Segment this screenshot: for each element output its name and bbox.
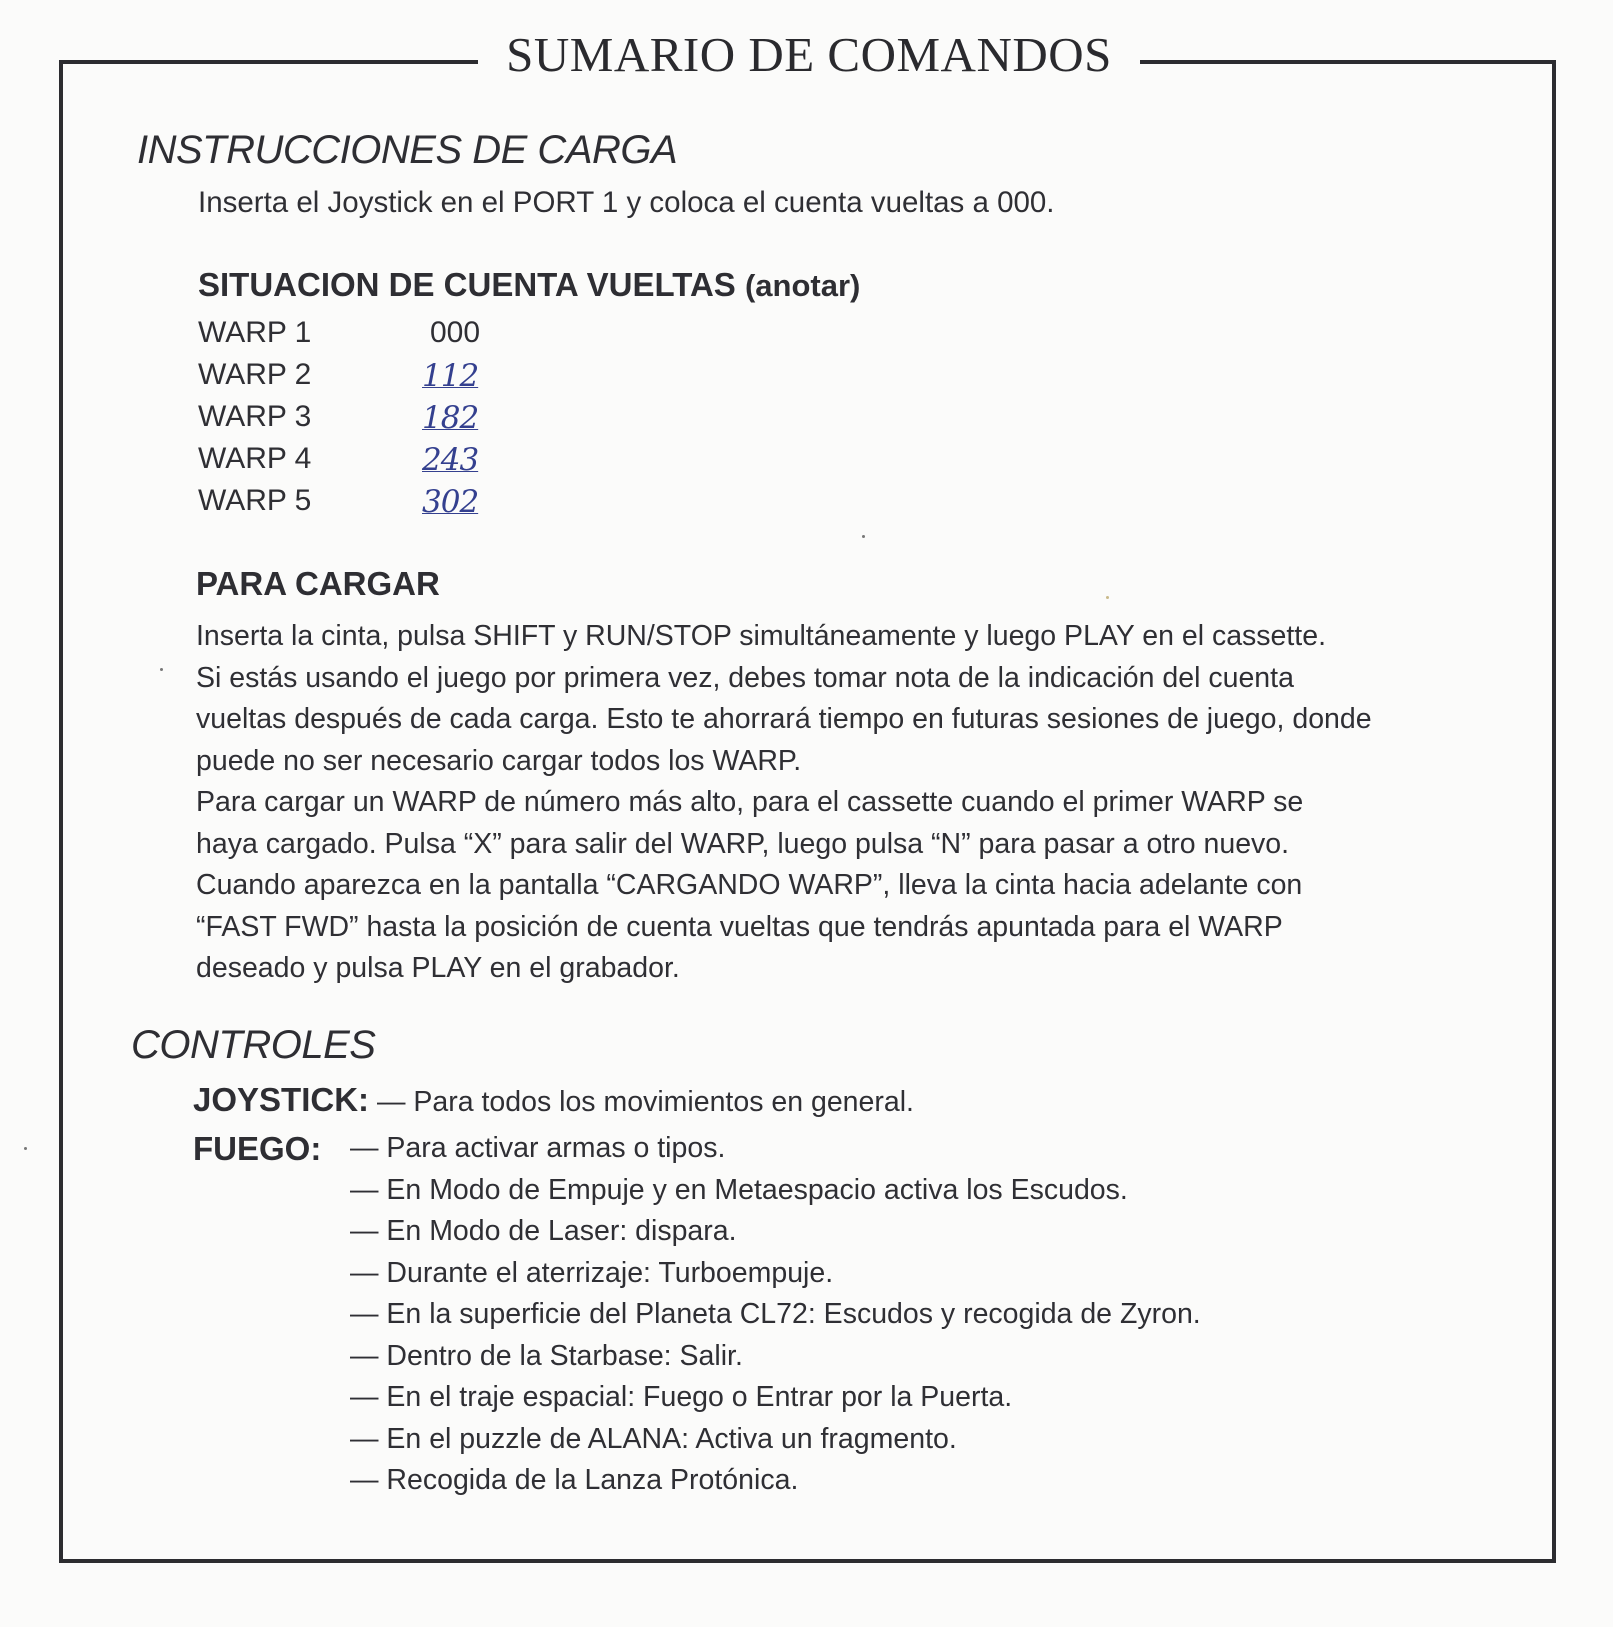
paper-speck	[862, 535, 865, 538]
paper-speck	[24, 1147, 27, 1150]
list-item: — En el traje espacial: Fuego o Entrar por la Puerta.	[350, 1381, 1013, 1413]
joystick-text: — Para todos los movimientos en general.	[376, 1086, 914, 1118]
fire-actions-list	[350, 1128, 1201, 1502]
counter-heading	[198, 266, 860, 304]
list-item: — En la superficie del Planeta CL72: Escudos y recogida de Zyron.	[350, 1298, 1201, 1330]
paragraph-line: haya cargado. Pulsa “X” para salir del WARP, luego pulsa “N” para pasar a otro nuevo.	[196, 827, 1290, 860]
warp-value-handwritten: 182	[422, 400, 479, 436]
joystick-label: JOYSTICK:	[193, 1081, 370, 1118]
warp-label: WARP 1	[198, 316, 312, 349]
paragraph-line: Para cargar un WARP de número más alto, para el cassette cuando el primer WARP se	[196, 786, 1304, 818]
paragraph-line: Si estás usando el juego por primera vez, debes tomar nota de la indicación del cuenta	[196, 661, 1294, 694]
fire-label: FUEGO:	[193, 1130, 322, 1167]
page-title: SUMARIO DE COMANDOS	[506, 27, 1112, 82]
warp-value: 000	[430, 316, 481, 349]
paper-speck	[160, 668, 163, 671]
counter-heading-text: SITUACION DE CUENTA VUELTAS	[198, 266, 736, 303]
loading-heading: INSTRUCCIONES DE CARGA	[137, 128, 678, 172]
joystick-row	[193, 1081, 914, 1119]
list-item: — Recogida de la Lanza Protónica.	[350, 1464, 799, 1496]
warp-label: WARP 4	[198, 442, 312, 475]
para-cargar-heading: PARA CARGAR	[196, 565, 440, 602]
paragraph-line: “FAST FWD” hasta la posición de cuenta vueltas que tendrás apuntada para el WARP	[196, 910, 1283, 943]
warp-value-handwritten: 243	[422, 442, 479, 478]
warp-value-handwritten: 302	[422, 484, 479, 520]
para-cargar-body	[196, 616, 1506, 990]
list-item: — En Modo de Empuje y en Metaespacio activa los Escudos.	[350, 1173, 1128, 1206]
list-item: — Para activar armas o tipos.	[350, 1132, 726, 1164]
paragraph-line: Inserta la cinta, pulsa SHIFT y RUN/STOP simultáneamente y luego PLAY en el cassette.	[196, 620, 1326, 652]
paragraph-line: Cuando aparezca en la pantalla “CARGANDO WARP”, lleva la cinta hacia adelante con	[196, 869, 1303, 901]
loading-intro: Inserta el Joystick en el PORT 1 y coloca el cuenta vueltas a 000.	[198, 186, 1055, 219]
warp-label: WARP 5	[198, 484, 312, 517]
paper-speck	[1106, 596, 1109, 599]
warp-label: WARP 2	[198, 358, 312, 391]
list-item: — Durante el aterrizaje: Turboempuje.	[350, 1256, 834, 1289]
paragraph-line: puede no ser necesario cargar todos los WARP.	[196, 744, 802, 777]
fire-label-row	[193, 1130, 321, 1168]
list-item: — En el puzzle de ALANA: Activa un fragmento.	[350, 1422, 957, 1455]
paragraph-line: vueltas después de cada carga. Esto te ahorrará tiempo en futuras sesiones de juego, donde	[196, 703, 1372, 735]
list-item: — En Modo de Laser: dispara.	[350, 1215, 737, 1247]
counter-heading-note: (anotar)	[744, 268, 861, 303]
paragraph-line: deseado y pulsa PLAY en el grabador.	[196, 952, 680, 984]
controls-heading: CONTROLES	[131, 1023, 376, 1067]
warp-value-handwritten: 112	[422, 358, 479, 394]
list-item: — Dentro de la Starbase: Salir.	[350, 1339, 743, 1372]
warp-label: WARP 3	[198, 400, 312, 433]
